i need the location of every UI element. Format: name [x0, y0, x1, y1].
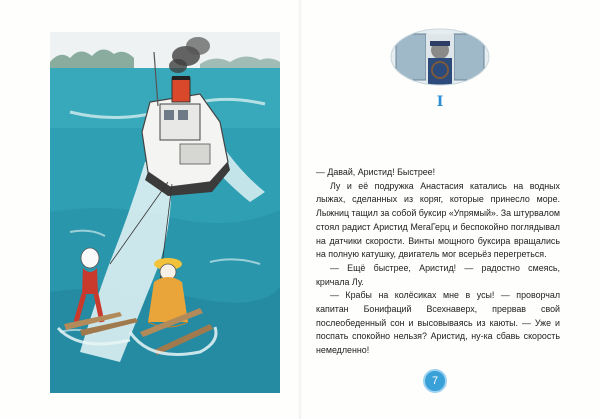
captain-at-window-illustration: [390, 28, 490, 86]
tugboat-waterski-illustration: [50, 32, 280, 393]
paragraph: — Ещё быстрее, Аристид! — радостно смеясь, кричала Лу.: [316, 262, 560, 287]
page-gutter: [298, 0, 302, 419]
paragraph: — Давай, Аристид! Быстрее!: [316, 167, 436, 177]
page-number-badge: 7: [423, 369, 447, 393]
chapter-number: I: [436, 94, 444, 110]
paragraph: Лу и её подружка Анастасия катались на водных лыжах, сделанных из коряг, которые принесло море. Лыжниц тащил за собой буксир «Упрямый». За штурвалом стоял радист Аристид МегаГерц и беспокойно поглядывал на датчики скорости. Винты мощного буксира вращались на полную катушку, двигатель мог всерьёз перегреться.: [316, 180, 560, 260]
paragraph: — Крабы на колёсиках мне в усы! — проворчал капитан Бонифаций Всехнаверх, прервав свой послеобеденный сон и высовываясь из каюты. — Уже и поспать спокойно нельзя? Аристид, ну-ка сбавь скорость немедленно!: [316, 290, 560, 356]
story-text: [316, 166, 560, 358]
